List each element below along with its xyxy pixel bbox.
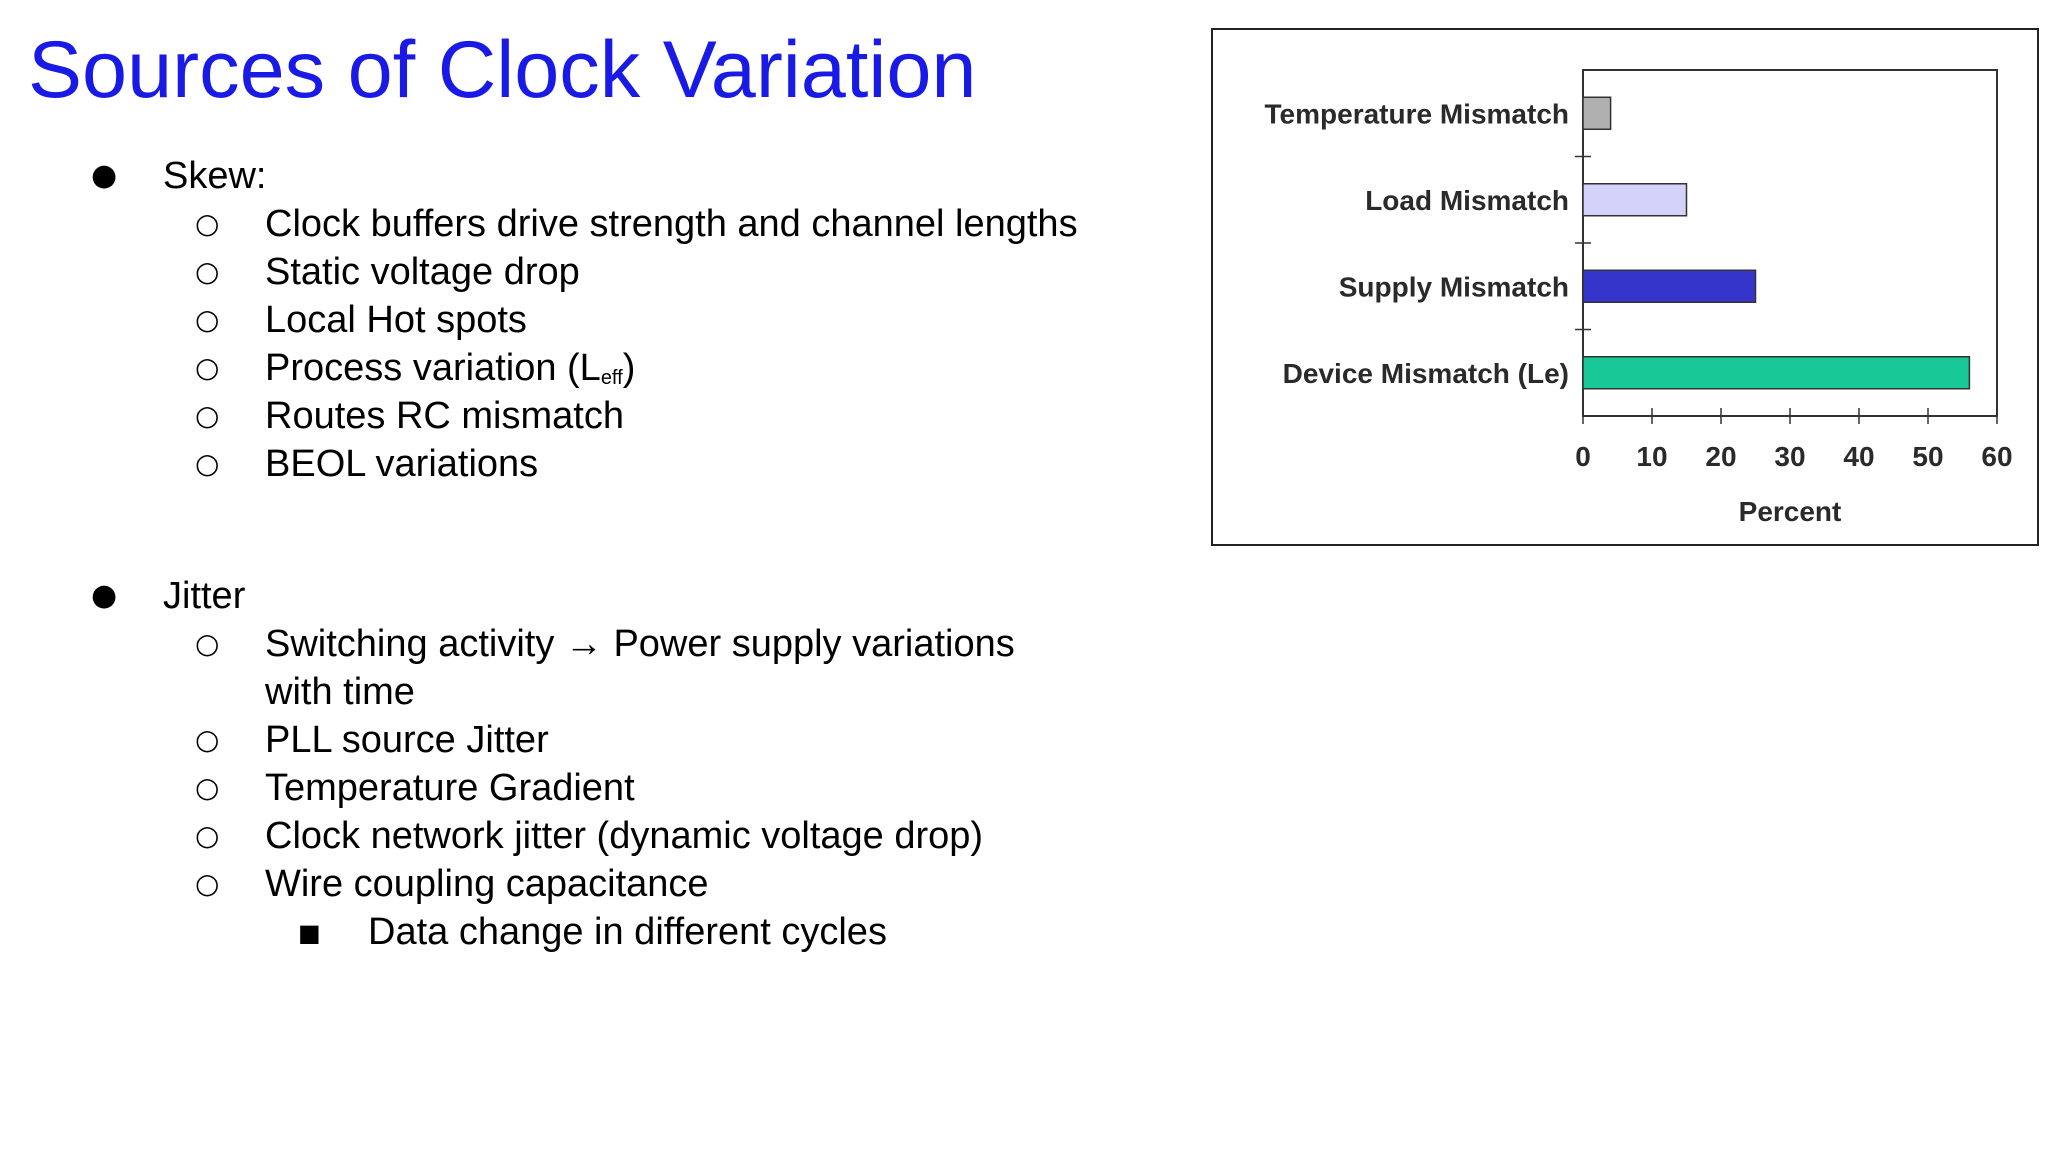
category-label: Load Mismatch (1365, 184, 1569, 216)
category-label: Supply Mismatch (1338, 271, 1569, 303)
sub-bullet-marker: ○ (195, 303, 220, 336)
jitter-item: Clock network jitter (dynamic voltage drop) (265, 815, 984, 857)
skew-item: Local Hot spots (265, 299, 527, 341)
x-tick-label: 10 (1636, 441, 1668, 472)
skew-item: Static voltage drop (265, 251, 580, 293)
skew-item: Routes RC mismatch (265, 395, 624, 437)
process-variation-suffix: ) (622, 347, 636, 389)
sub-bullet-marker: ○ (195, 255, 220, 288)
process-variation-subscript: eff (600, 367, 623, 389)
sub-bullet-marker: ○ (195, 447, 220, 480)
jitter-sub-item: Data change in different cycles (368, 911, 887, 953)
x-tick-label: 40 (1843, 441, 1875, 472)
clock-variation-chart (1211, 28, 2039, 546)
bar (1583, 97, 1611, 129)
sub-bullet-marker: ○ (195, 399, 220, 432)
process-variation-prefix: Process variation (L (265, 347, 601, 389)
category-label: Device Mismatch (Le) (1282, 357, 1569, 389)
jitter-item: Temperature Gradient (265, 767, 635, 809)
jitter-item: Wire coupling capacitance (265, 863, 709, 905)
sub-sub-bullet-marker: ■ (298, 919, 321, 947)
bar (1583, 184, 1687, 216)
bar (1583, 357, 1969, 389)
x-tick-label: 30 (1774, 441, 1806, 472)
x-tick-label: 20 (1705, 441, 1737, 472)
bar-chart-svg (1213, 30, 2037, 544)
bullet-marker: ● (91, 578, 118, 613)
sub-bullet-marker: ○ (195, 351, 220, 384)
sub-bullet-marker: ○ (195, 771, 220, 804)
sub-bullet-marker: ○ (195, 723, 220, 756)
x-tick-label: 0 (1575, 441, 1591, 472)
x-tick-label: 50 (1912, 441, 1944, 472)
sub-bullet-marker: ○ (195, 207, 220, 240)
sub-bullet-marker: ○ (195, 819, 220, 852)
jitter-item-line-2: with time (265, 671, 415, 713)
category-label: Temperature Mismatch (1264, 98, 1569, 130)
bar (1583, 270, 1756, 302)
skew-heading: Skew: (163, 155, 267, 197)
sub-bullet-marker: ○ (195, 867, 220, 900)
slide-title: Sources of Clock Variation (28, 25, 977, 115)
skew-item: Clock buffers drive strength and channel lengths (265, 203, 1078, 245)
x-axis-title: Percent (1738, 496, 1842, 527)
x-tick-label: 60 (1981, 441, 2013, 472)
jitter-heading: Jitter (163, 575, 246, 617)
jitter-item-line-1: Switching activity → Power supply variations (265, 623, 1015, 665)
skew-item: BEOL variations (265, 443, 539, 485)
jitter-item: PLL source Jitter (265, 719, 549, 761)
sub-bullet-marker: ○ (195, 627, 220, 660)
bullet-marker: ● (91, 158, 118, 193)
